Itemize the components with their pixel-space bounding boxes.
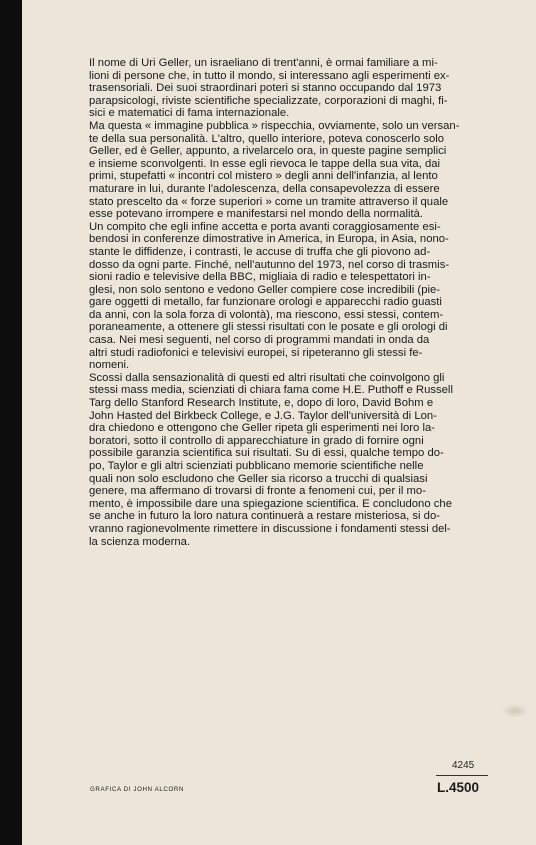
design-credit: GRAFICA DI JOHN ALCORN xyxy=(90,786,184,793)
price-label: L.4500 xyxy=(437,780,480,795)
cover-blurb xyxy=(89,57,514,548)
blurb-paragraph-1: Il nome di Uri Geller, un israeliano di trent'anni, è ormai familiare a mi- lioni di persone che, in tutto il mondo, si interessano agli esperimenti ex- trasensoriali. Dei suoi straordinari poteri si stanno occupando dal 1973 parapsicologi, riviste scientifiche specializzate, corporazioni di maghi, fi- sici e matematici di fama internazionale. xyxy=(89,57,450,120)
blurb-paragraph-2: Ma questa « immagine pubblica » rispecchia, ovviamente, solo un versan- te della sua personalità. L'altro, quello interiore, poteva conoscerlo solo Geller, ed è Geller, appunto, a rivelarcelo ora, in queste pagine semplici e insieme sconvolgenti. In esse egli rievoca le tappe della sua vita, dai primi, stupefatti « incontri col mistero » degli anni dell'infanzia, al lento maturare in lui, durante l'adolescenza, della consapevolezza di essere stato prescelto da « forze superiori » come un tramite attraverso il quale esse potevano irrompere e manifestarsi nel mondo della normalità. xyxy=(89,119,460,221)
book-spine-edge xyxy=(0,0,22,845)
blurb-paragraph-3: Un compito che egli infine accetta e porta avanti coraggiosamente esi- bendosi in conferenze dimostrative in America, in Europa, in Asia, nono- stante le diffidenze, i contrasti, le accuse di truffa che gli piovono ad- dosso da ogni parte. Finché, nell'autunno del 1973, nel corso di trasmis- sioni radio e televisive della BBC, migliaia di radio e telespettatori in- glesi, non solo sentono e vedono Geller compiere cose incredibili (pie- gare oggetti di metallo, far funzionare orologi e apparecchi radio guasti da anni, con la sola forza di volontà), ma riescono, essi stessi, contem- poraneamente, a ottenere gli stessi risultati con le posate e gli orologi di casa. Nei mesi seguenti, nel corso di programmi mandati in onda da altri studi radiofonici e televisivi europei, si ripeteranno gli stessi fe- nomeni. xyxy=(89,220,450,372)
catalog-number: 4245 xyxy=(452,760,475,771)
paper-stain xyxy=(502,704,528,718)
blurb-paragraph-4: Scossi dalla sensazionalità di questi ed altri risultati che coinvolgono gli stessi mass media, scienziati di chiara fama come H.E. Puthoff e Russell Targ dello Stanford Research Institute, e, dopo di loro, David Bohm e John Hasted del Birkbeck College, e J.G. Taylor dell'università di Lon- dra chiedono e ottengono che Geller ripeta gli esperimenti nei loro la- boratori, sotto il controllo di apparecchiature in grado di fornire ogni possibile garanzia scientifica sui risultati. Su di essi, qualche tempo do- po, Taylor e gli altri scienziati pubblicano memorie scientifiche nelle quali non solo escludono che Geller sia ricorso a trucchi di qualsiasi genere, ma affermano di trovarsi di fronte a fenomeni cui, per il mo- mento, è impossibile dare una spiegazione scientifica. E concludono che se anche in futuro la loro natura continuerà a restare misteriosa, si do- vranno ragionevolmente rimettere in discussione i fondamenti stessi del- la scienza moderna. xyxy=(89,371,453,548)
price-divider xyxy=(436,775,488,776)
